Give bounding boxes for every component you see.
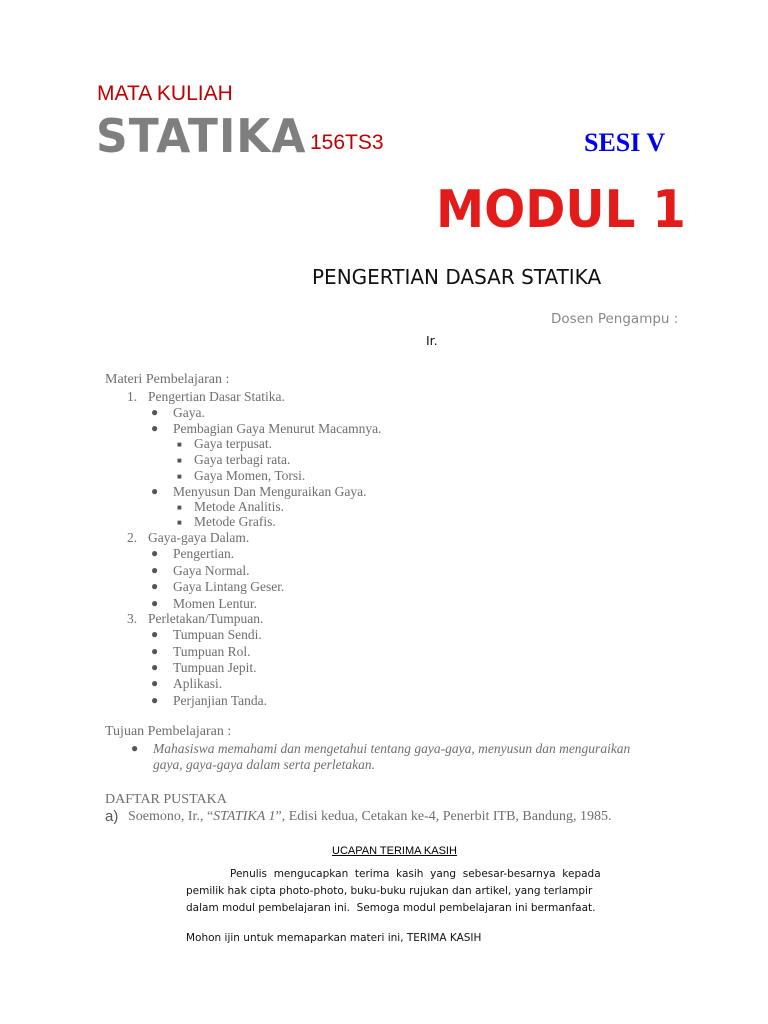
bullet-icon: ● bbox=[131, 741, 139, 755]
course-code: 156TS3 bbox=[310, 131, 384, 154]
bullet-icon: ● bbox=[151, 596, 159, 610]
module-title: MODUL 1 bbox=[436, 180, 686, 240]
lecturer-label: Dosen Pengampu : bbox=[551, 311, 679, 327]
course-name: STATIKA bbox=[96, 110, 307, 164]
ucapan-line-1: Penulis mengucapkan terima kasih yang sebesar-besarnya kepada bbox=[230, 868, 601, 880]
materi-sub-1-1: Gaya. bbox=[173, 405, 205, 420]
materi-item-2-num: 2. bbox=[127, 530, 138, 545]
materi-item-1-num: 1. bbox=[127, 389, 138, 404]
tujuan-line-2: gaya, gaya-gaya dalam serta perletakan. bbox=[153, 757, 375, 772]
materi-sub-1-2-3: Gaya Momen, Torsi. bbox=[194, 468, 306, 483]
daftar-entry bbox=[128, 809, 611, 825]
materi-sub-1-3-1: Metode Analitis. bbox=[194, 499, 284, 514]
bullet-icon: ● bbox=[151, 546, 159, 560]
bullet-icon: ● bbox=[151, 627, 159, 641]
materi-sub-1-2-1: Gaya terpusat. bbox=[194, 436, 272, 451]
lecturer-name: Ir. bbox=[426, 333, 438, 348]
ucapan-line-2: pemilik hak cipta photo-photo, buku-buku rujukan dan artikel, yang terlampir bbox=[186, 885, 593, 897]
materi-sub-3-4: Aplikasi. bbox=[173, 676, 223, 691]
materi-sub-1-2-2: Gaya terbagi rata. bbox=[194, 452, 291, 467]
materi-sub-1-3-2: Metode Grafis. bbox=[194, 514, 276, 529]
daftar-book-title: STATIKA 1 bbox=[213, 809, 276, 824]
ucapan-title: UCAPAN TERIMA KASIH bbox=[332, 845, 457, 857]
square-bullet-icon: ■ bbox=[177, 518, 182, 527]
tujuan-heading: Tujuan Pembelajaran : bbox=[105, 724, 232, 739]
square-bullet-icon: ■ bbox=[177, 472, 182, 481]
ucapan-closing: Mohon ijin untuk memaparkan materi ini, TERIMA KASIH bbox=[186, 932, 482, 944]
materi-item-3: Perletakan/Tumpuan. bbox=[148, 611, 264, 626]
daftar-heading: DAFTAR PUSTAKA bbox=[105, 792, 227, 807]
materi-sub-3-3: Tumpuan Jepit. bbox=[173, 660, 257, 675]
daftar-marker: a) bbox=[105, 808, 119, 825]
bullet-icon: ● bbox=[151, 693, 159, 707]
session-label: SESI V bbox=[584, 128, 666, 157]
materi-heading: Materi Pembelajaran : bbox=[105, 372, 230, 387]
tujuan-line-1: Mahasiswa memahami dan mengetahui tentang gaya-gaya, menyusun dan menguraikan bbox=[153, 741, 631, 756]
materi-sub-1-3: Menyusun Dan Menguraikan Gaya. bbox=[173, 484, 367, 499]
bullet-icon: ● bbox=[151, 676, 159, 690]
bullet-icon: ● bbox=[151, 660, 159, 674]
materi-sub-3-1: Tumpuan Sendi. bbox=[173, 627, 262, 642]
materi-sub-2-4: Momen Lentur. bbox=[173, 596, 257, 611]
ucapan-line-3: dalam modul pembelajaran ini. Semoga modul pembelajaran ini bermanfaat. bbox=[186, 902, 596, 914]
daftar-author: Soemono, Ir., “ bbox=[128, 809, 214, 824]
materi-sub-2-2: Gaya Normal. bbox=[173, 563, 250, 578]
bullet-icon: ● bbox=[151, 579, 159, 593]
materi-item-2: Gaya-gaya Dalam. bbox=[148, 530, 250, 545]
materi-sub-1-2: Pembagian Gaya Menurut Macamnya. bbox=[173, 421, 382, 436]
bullet-icon: ● bbox=[151, 644, 159, 658]
materi-sub-2-3: Gaya Lintang Geser. bbox=[173, 579, 285, 594]
square-bullet-icon: ■ bbox=[177, 503, 182, 512]
square-bullet-icon: ■ bbox=[177, 440, 182, 449]
bullet-icon: ● bbox=[151, 484, 159, 498]
course-label: MATA KULIAH bbox=[97, 82, 233, 105]
bullet-icon: ● bbox=[151, 421, 159, 435]
materi-item-1: Pengertian Dasar Statika. bbox=[148, 389, 285, 404]
bullet-icon: ● bbox=[151, 405, 159, 419]
module-subtitle: PENGERTIAN DASAR STATIKA bbox=[312, 265, 602, 289]
daftar-publisher: ”, Edisi kedua, Cetakan ke-4, Penerbit ITB, Bandung, 1985. bbox=[275, 809, 612, 824]
bullet-icon: ● bbox=[151, 563, 159, 577]
materi-sub-3-2: Tumpuan Rol. bbox=[173, 644, 251, 659]
materi-item-3-num: 3. bbox=[127, 611, 138, 626]
materi-sub-3-5: Perjanjian Tanda. bbox=[173, 693, 268, 708]
square-bullet-icon: ■ bbox=[177, 456, 182, 465]
materi-sub-2-1: Pengertian. bbox=[173, 546, 235, 561]
